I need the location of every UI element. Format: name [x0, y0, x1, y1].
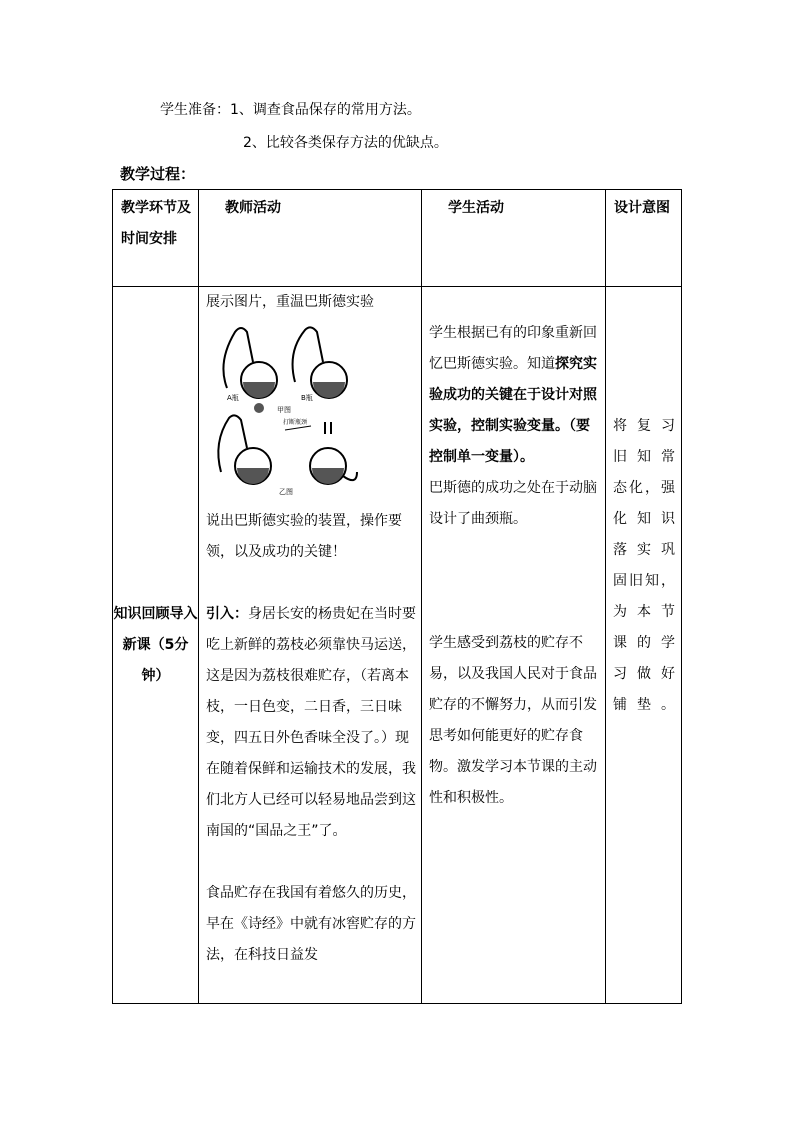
label-figure-yi: 乙图: [279, 488, 293, 496]
student-p1-bold: 探究实验成功的关键在于设计对照实验，控制实验变量。（要控制单一变量）。: [429, 356, 597, 465]
teacher-p2: 说出巴斯德实验的装置，操作要领，以及成功的关键！: [206, 513, 402, 560]
teacher-p3-text: 身居长安的杨贵妃在当时要吃上新鲜的荔枝必须靠快马运送，这是因为荔枝很难贮存，（若离本枝，一日色变，二日香，三日味变，四五日外色香味全没了。）现在随着保鲜和运输技术的发展，我们北方人已经可以轻易地品尝到这南国的“国品之王”了。: [206, 606, 416, 839]
header-student: 学生活动: [422, 190, 606, 287]
label-arrow: 打断瓶颈: [283, 419, 308, 426]
stage-cell: [113, 287, 199, 1004]
intent-cell: [606, 287, 682, 1004]
intent-line: 为本节: [613, 604, 675, 620]
student-p1: [422, 318, 605, 473]
prep-line-2: 2、比较各类保存方法的优缺点。: [243, 135, 448, 151]
intent-line: 铺垫。: [613, 697, 675, 713]
teacher-p3-lead: 引入：: [206, 606, 248, 622]
header-intent: 设计意图: [606, 190, 682, 287]
intent-line: 课的学: [613, 635, 675, 651]
student-p1-text: 学生根据已有的印象重新回忆巴斯德实验。知道: [429, 325, 597, 372]
student-p2: 巴斯德的成功之处在于动脑设计了曲颈瓶。: [429, 480, 597, 527]
label-a-bottle: A瓶: [227, 394, 239, 402]
intent-text: [606, 411, 681, 721]
stage-label: 知识回顾导入新课（5分钟）: [113, 605, 198, 684]
student-p3: 学生感受到荔枝的贮存不易，以及我国人民对于食品贮存的不懈努力，从而引发思考如何能更好的贮存食物。激发学习本节课的主动性和积极性。: [429, 635, 597, 806]
teacher-cell: [199, 287, 422, 1004]
intent-line: 化知识: [613, 511, 675, 527]
teacher-p3: [199, 599, 421, 847]
section-title: 教学过程：: [120, 165, 196, 183]
intent-line: 习做好: [613, 666, 675, 682]
intent-line: 旧知常: [613, 449, 675, 465]
teacher-p4: 食品贮存在我国有着悠久的历史，早在《诗经》中就有冰窖贮存的方法，在科技日益发: [206, 885, 416, 963]
table-row: [113, 287, 682, 1004]
intent-line: 落实巩: [613, 542, 675, 558]
header-stage: 教学环节及时间安排: [113, 190, 199, 287]
student-cell: [422, 287, 606, 1004]
table-header-row: [113, 190, 682, 287]
intent-line: 固旧知，: [613, 573, 675, 589]
prep-line-1: 学生准备：1、调查食品保存的常用方法。: [160, 102, 421, 118]
pasteur-experiment-figure: [207, 322, 367, 502]
intent-line: 将复习: [613, 418, 675, 434]
teacher-p1: 展示图片，重温巴斯德实验: [206, 294, 374, 310]
lesson-table: [112, 189, 682, 1004]
label-figure-jia: 甲图: [277, 406, 291, 414]
header-teacher: 教师活动: [199, 190, 422, 287]
label-b-bottle: B瓶: [301, 394, 313, 402]
intent-line: 态化，强: [613, 480, 675, 496]
